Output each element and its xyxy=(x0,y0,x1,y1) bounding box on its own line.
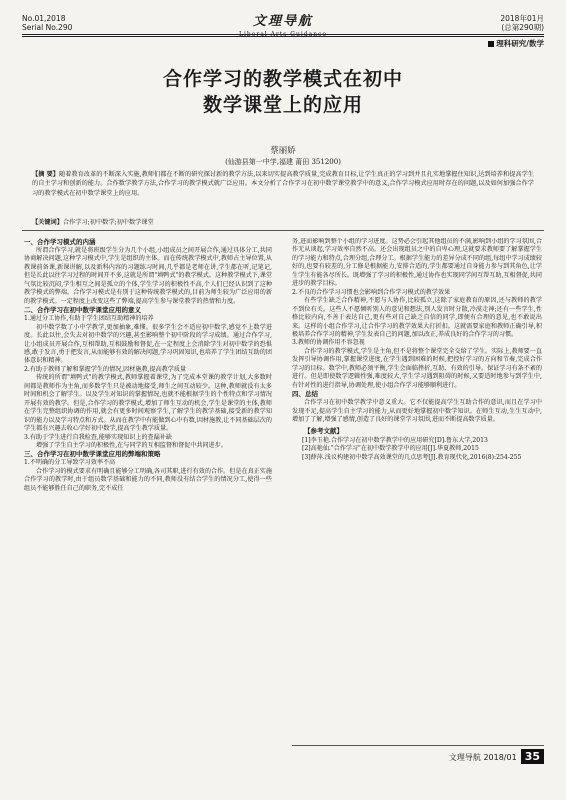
paragraph: 合作学习在初中数学教学中意义重大。它不仅能提高学生互助合作的意识,而且在学习中发现不足,提高学生自主学习的能力,从而更好地掌握初中数学知识。在师生互动,生生互动中,增加了了解,增强了感情,创造了良好的课堂学习氛围,进而不断提高数学质量。 xyxy=(292,399,542,424)
reference-item: [1]李玉艳.合作学习在初中数学教学中的应用研究[D].鲁东大学,2013 xyxy=(302,436,488,444)
subsection-heading: 3.教师的协调作用不容忽视 xyxy=(292,339,365,347)
paragraph: 增强了学生自主学习的积极性,在与同学的互相监督和督促中共同进步。 xyxy=(36,441,227,449)
column-tag xyxy=(488,38,544,49)
reference-item: [3]薛萍.浅议构建初中数学高效课堂的几点思考[J].教育现代化,2016(8):254-255 xyxy=(302,453,522,461)
author-affiliation: (仙游县第一中学,福建 莆田 351200) xyxy=(225,158,341,166)
abstract-text: 随着教育改革的不断深入实施,教师们都在不断的研究探讨新的教学方法,以来切实提高教学质量,完成教育目标,让学生真正的学习到并且扎实地掌握住知识,达到培养和提高学生的自主学习和创新的能力。合作数学教学方法,合作学习的教学模式就广泛应用。本文分析了合作学习在初中数学课堂教学中的意义,合作学习模式应用时存在的问题,以及如何加强合作学习的教学模式在初中数学课堂上的应用。 xyxy=(32,171,534,197)
reference-item: [2]高艳仙."合作学习"在初中数学教学中的应用[J].华夏教师,2015 xyxy=(302,445,479,453)
keywords-label: 【关键词】 xyxy=(32,219,63,226)
subsection-heading: 1.不明确的分工导致学习效率不高 xyxy=(24,459,116,467)
subsection-heading: 3.有助于学生进行自我检查,能够实现知识上的查漏补缺 xyxy=(24,433,172,441)
keywords xyxy=(32,217,534,226)
paragraph: 合作学习的教学模式,学生是主角,但不是将整个课堂完全交给了学生。实际上,教师要一直发挥引导协调作用,掌握课堂进度,在学生遇到困难的时候,把控好学习的方向和节奏,完成合作学习的目标。数学中,教师必须平衡,学生会面临挫折,互助、有效的引导。保证学习有条不紊的进行。但是即使数学逻辑性强,难度较大,学生学习遇到阻碍的时候,又要适时地参与到学生中,有针对性的进行指导,协调处理,使小组合作学习能够顺利进行。 xyxy=(292,347,542,389)
left-column xyxy=(24,238,272,758)
page-number: 35 xyxy=(521,749,544,764)
references-heading xyxy=(292,427,542,436)
subsection-heading: 2.有助于教师了解和掌握学生的情况,因材施教,提高教学质量 xyxy=(24,365,187,373)
issue-info-right xyxy=(500,14,544,32)
column-name: 理科研究/数学 xyxy=(496,39,544,48)
paragraph: 传统的所谓"填鸭式"的教学模式,教师掌握着课堂,为了完成本堂课的教学计划,大多数时间都是教师作为主角,而多数学生只是被动地接受,师生之间互动较少。这种,教师就没有太多时间和机会了解学生。以及学生对知识的掌握情况,也就不能根据学生的个性特点和学习情况开展有效的教学。但是,合作学习的教学模式,增加了师生互动的机会,学生是课堂的主体,教师在学生完整组织协调的作用,就会有更多时间观察学生,了解学生的教学基础,接受新的教学知识的能力以及学习特点和方式。从而在教学中有能做到心中有数,因材施教,让不同基础层次的学生都有兴趣去收心学好初中数学,提高学生教学质量。 xyxy=(24,374,272,433)
section-heading: 三、合作学习在初中数学课堂应用的弊端和策略 xyxy=(24,450,161,459)
references-label: 【参考文献】 xyxy=(304,426,343,435)
issue-date: 2018年01月 xyxy=(500,14,544,23)
section-heading: 二、合作学习在初中数学课堂应用的意义 xyxy=(24,306,141,315)
subsection-heading: 2.不良的合作学习习惯也会影响到合作学习模式的教学效果 xyxy=(292,288,451,296)
footer-journal: 文理导航 2018/01 xyxy=(448,753,517,762)
journal-title: 文理导航 xyxy=(252,14,313,29)
keywords-text: 合作学习;初中数学;初中数学课堂 xyxy=(62,219,154,226)
paragraph: 有些学生缺乏合作精神,不愿与人协作,比较孤立,这除了家庭教育的原因,还与教师的教学不到位有关。这些人不愿倾听别人的意见和想法,别人发言时分散,冷漠走神;还有一些学生,性格比较内向,不善于表达自己,更有些对自己缺乏自信的同学,即便有合理的意见,也不敢说出来。这样的小组合作学习,让合作学习的教学效果大打折扣。这就需要家庭和教师正确引导,积极培养合作学习的精神,学生发表自己的问题,加以改正,养成良好的合作学习的习惯。 xyxy=(292,297,542,338)
author-name: 蔡丽娇 xyxy=(270,146,296,156)
issue-number: No.01,2018 xyxy=(22,14,66,23)
subsection-heading: 1.通过分工协作,有助于学生团结互助精神的培养 xyxy=(24,315,154,323)
square-bullet-icon xyxy=(488,41,494,47)
issue-total: (总第290期) xyxy=(501,23,544,32)
header-rule-thin xyxy=(22,36,544,37)
section-heading: 一、合作学习模式的内涵 xyxy=(24,238,96,246)
right-column xyxy=(292,238,542,708)
abstract xyxy=(32,170,534,198)
footer-rule xyxy=(292,745,544,746)
abstract-label: 【摘 要】 xyxy=(32,171,59,178)
paragraph: 所谓合作学习,就是将班级学生分为几个小组,小组成员之间开展合作,通过具体分工,共同协商解决问题,这种学习模式中,学生是组织的主体。而在传统教学模式中,教师占主导位置,从教课前备课,新课讲解,以及新科内容的习题练习时间,几乎都是老师在讲,学生都在听,记笔记,但是长此以往学习过程的时间开不多,这就是所谓"填鸭式"的教学模式。这种教学模式下,课堂气氛比较沉闷,学生相互之间是孤立的个体,学生学习的积极性不高,个人们已经认识到了这种教学模式的弊端。合作学习模式是有别于这种传统教学模式的,目前为师生较为广泛应用的新的教学模式。一定程度上改变这些了弊端,提高学生参与课堂教学的热情和力度。 xyxy=(24,247,272,305)
paragraph: 合作学习的模式要求有明确且能够分工明确,各司其职,进行有效的合作。但是在真正实施合作学习的教学时,由于组员数学基础和能力的不同,教师没有结合学生的情况分工,使得一些组员不能够胜任自己的职务,完不成任 xyxy=(24,467,272,492)
paragraph: 初中数学数了小中学教学,更加抽象,难懂。很多学生会不适应初中数学,感觉不上数学进度。长此以往,会失去对初中数学的兴趣,甚至影响整个初中阶段的学习成绩。通过合作学习,让小组成员开展合作,互相帮助,互相鼓励和督促,在一定程度上会消除学生对初中数学的恐惧感,敢于发言,勇于把发言,从而能够有效的解决问题,学习巩固知识,也培养了学生团结互助的团体意识和精神。 xyxy=(24,323,272,365)
header-rule xyxy=(22,34,544,35)
title-line-1: 合作学习的教学模式在初中 xyxy=(162,68,403,90)
paragraph: 务,进而影响到整个小组的学习进度。这势必会引起其他组员的不满,影响到小组的学习氛围,合作无从谈起,学习效率自然不高。还会出现组员之中的自卑心理,这就要求教师要了解掌握学生的学习能力和特点,合理分组,合理分工。根据学生能力的差异分成不同的组,每组中学习成绩较好的,也要有较差的,分工修是根据能力,安排合适的,学生都要通过自身能力参与到其角色,让学生学生有能各尽所长。既增强了学习的积极性,通过协作也实现同学间互帮互助,互相督促,共同进步的教学目标。 xyxy=(292,238,542,288)
title-line-2: 数学课堂上的应用 xyxy=(202,94,363,116)
section-heading: 四、总结 xyxy=(292,390,318,399)
abstract-separator xyxy=(22,230,544,231)
serial-number: Serial No.290 xyxy=(22,23,73,32)
article-title xyxy=(0,66,566,118)
journal-subtitle: Liberal Arts Guidance xyxy=(239,31,327,38)
page-footer xyxy=(449,749,544,764)
